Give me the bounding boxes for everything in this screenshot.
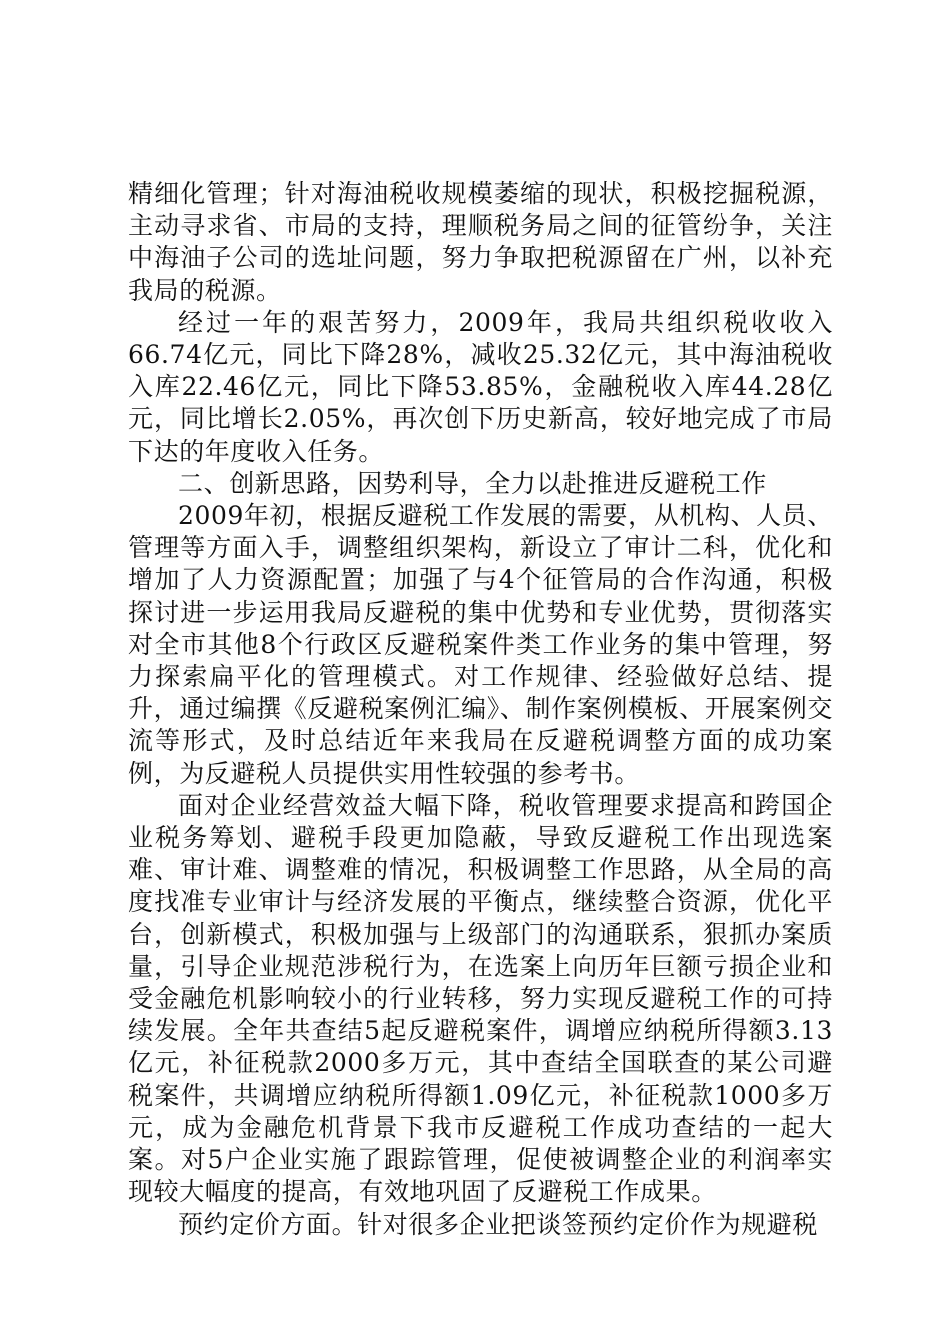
paragraph-organization: 2009年初，根据反避税工作发展的需要，从机构、人员、管理等方面入手，调整组织架构，新设立了审计二科，优化和增加了人力资源配置；加强了与4个征管局的合作沟通，积极探讨进一步运用我局反避税的集中优势和专业优势，贯彻落实对全市其他8个行政区反避税案件类工作业务的集中管理，努力探索扁平化的管理模式。对工作规律、经验做好总结、提升，通过编撰《反避税案例汇编》、制作案例模板、开展案例交流等形式，及时总结近年来我局在反避税调整方面的成功案例，为反避税人员提供实用性较强的参考书。 [128,501,833,788]
paragraph-advance-pricing: 预约定价方面。针对很多企业把谈签预约定价作为规避税 [178,1209,819,1239]
section-heading: 二、创新思路，因势利导，全力以赴推进反避税工作 [178,468,767,498]
paragraph-continued: 精细化管理；针对海油税收规模萎缩的现状，积极挖掘税源，主动寻求省、市局的支持，理顺税务局之间的征管纷争，关注中海油子公司的选址问题，努力争取把税源留在广州，以补充我局的税源。 [128,179,833,305]
paragraph-revenue-summary: 经过一年的艰苦努力，2009年，我局共组织税收收入66.74亿元，同比下降28%，减收25.32亿元，其中海油税收入库22.46亿元，同比下降53.85%，金融税收入库44.28亿元，同比增长2.05%，再次创下历史新高，较好地完成了市局下达的年度收入任务。 [128,307,833,466]
paragraph-anti-avoidance-results: 面对企业经营效益大幅下降，税收管理要求提高和跨国企业税务筹划、避税手段更加隐蔽，导致反避税工作出现选案难、审计难、调整难的情况，积极调整工作思路，从全局的高度找准专业审计与经济发展的平衡点，继续整合资源，优化平台，创新模式，积极加强与上级部门的沟通联系，狠抓办案质量，引导企业规范涉税行为，在选案上向历年巨额亏损企业和受金融危机影响较小的行业转移，努力实现反避税工作的可持续发展。全年共查结5起反避税案件，调增应纳税所得额3.13亿元，补征税款2000多万元，其中查结全国联查的某公司避税案件，共调增应纳税所得额1.09亿元，补征税款1000多万元，成为金融危机背景下我市反避税工作成功查结的一起大案。对5户企业实施了跟踪管理，促使被调整企业的利润率实现较大幅度的提高，有效地巩固了反避税工作成果。 [128,790,833,1207]
document-body [128,178,833,1241]
